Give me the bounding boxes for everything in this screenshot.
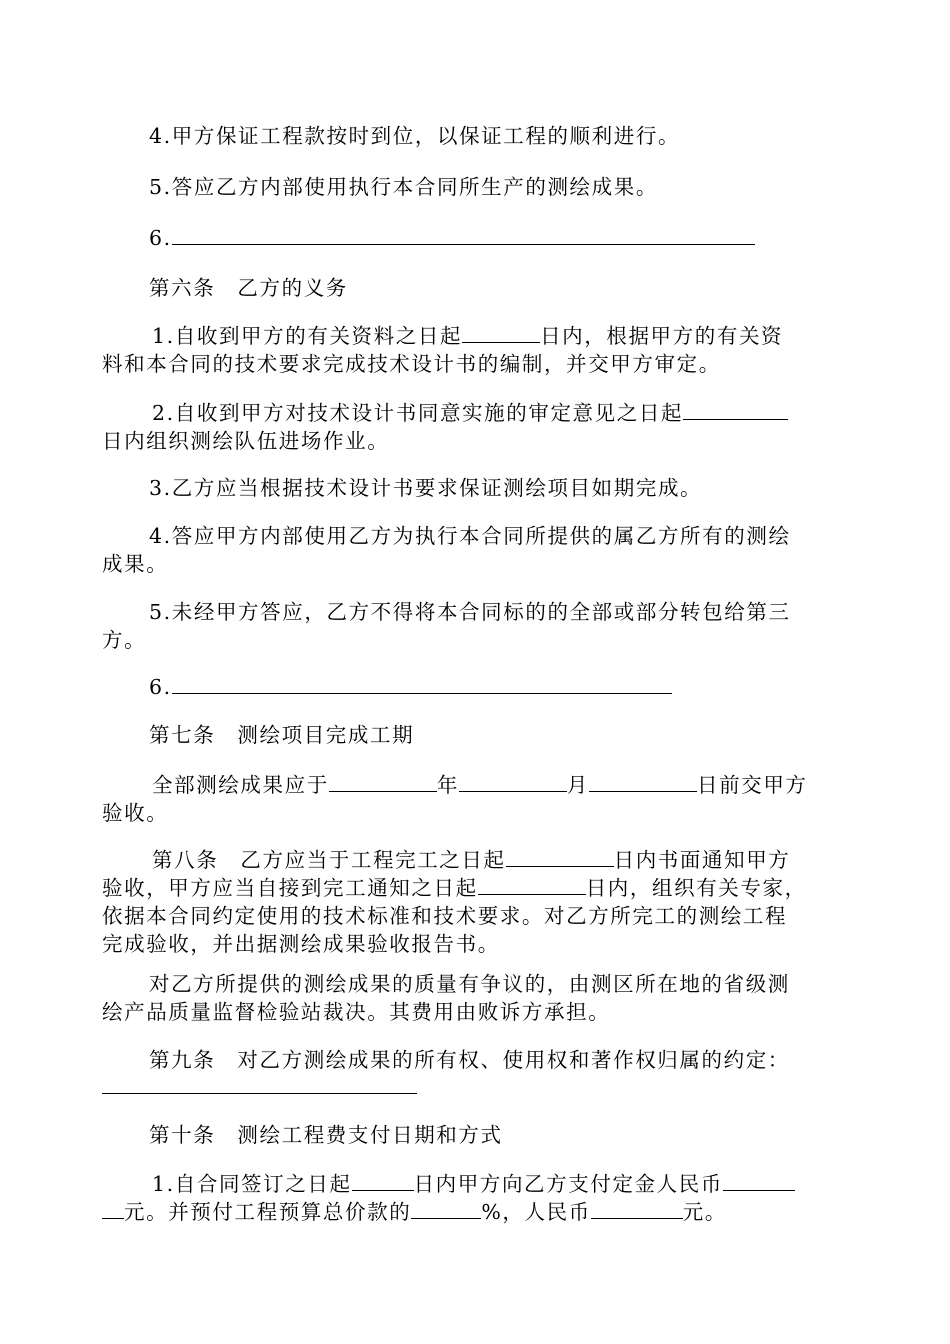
fill-blank[interactable] xyxy=(172,224,755,245)
article-8: 第八条 乙方应当于工程完工之日起 日内书面通知甲方 验收，甲方应当自接到完工通知之日起 日内，组织有关专家， 依据本合同约定使用的技术标准和技术要求。对乙方所完工的测绘工程 完成验收，并出据测绘成果验收报告书。 xyxy=(102,848,807,956)
article-7-heading: 第七条 测绘项目完成工期 xyxy=(149,723,415,747)
clause-6-1: 1.自收到甲方的有关资料之日起 日内，根据甲方的有关资 料和本合同的技术要求完成技术设计书的编制，并交甲方审定。 xyxy=(102,324,784,376)
clause-5-5: 5.答应乙方内部使用执行本合同所生产的测绘成果。 xyxy=(149,175,658,199)
article-6-heading: 第六条 乙方的义务 xyxy=(149,276,348,300)
fill-blank-days[interactable] xyxy=(352,1170,414,1191)
fill-blank-year[interactable] xyxy=(329,771,437,792)
clause-6-6: 6. xyxy=(102,673,897,701)
clause-6-5: 5.未经甲方答应，乙方不得将本合同标的的全部或部分转包给第三 方。 xyxy=(102,600,791,652)
article-7-body: 全部测绘成果应于 年 月 日前交甲方 验收。 xyxy=(102,773,808,825)
fill-blank-days[interactable] xyxy=(683,399,788,420)
fill-blank-month[interactable] xyxy=(459,771,567,792)
fill-blank-days[interactable] xyxy=(478,874,586,895)
fill-blank-amount[interactable] xyxy=(591,1198,683,1219)
fill-blank-days[interactable] xyxy=(462,322,540,343)
article-9: 第九条 对乙方测绘成果的所有权、使用权和著作权归属的约定： xyxy=(149,1048,790,1072)
article-10-heading: 第十条 测绘工程费支付日期和方式 xyxy=(149,1123,503,1147)
fill-blank-day[interactable] xyxy=(589,771,697,792)
fill-blank-amount-cont[interactable] xyxy=(102,1198,124,1219)
fill-blank-line[interactable] xyxy=(102,1093,417,1094)
clause-6-4: 4.答应甲方内部使用乙方为执行本合同所提供的属乙方所有的测绘 成果。 xyxy=(102,524,791,576)
clause-5-4: 4.甲方保证工程款按时到位，以保证工程的顺利进行。 xyxy=(149,124,681,148)
dispute-clause: 对乙方所提供的测绘成果的质量有争议的，由测区所在地的省级测 绘产品质量监督检验站裁决。其费用由败诉方承担。 xyxy=(102,972,790,1024)
clause-6-2: 2.自收到甲方对技术设计书同意实施的审定意见之日起 日内组织测绘队伍进场作业。 xyxy=(102,399,850,455)
fill-blank[interactable] xyxy=(172,673,672,694)
fill-blank-days[interactable] xyxy=(506,846,614,867)
clause-10-1: 1.自合同签订之日起 日内甲方向乙方支付定金人民币 元。并预付工程预算总价款的 %，人民币 元。 xyxy=(102,1170,850,1226)
clause-5-6: 6. xyxy=(102,224,897,252)
fill-blank-amount[interactable] xyxy=(723,1170,795,1191)
fill-blank-percent[interactable] xyxy=(411,1198,481,1219)
clause-6-3: 3.乙方应当根据技术设计书要求保证测绘项目如期完成。 xyxy=(149,476,703,500)
